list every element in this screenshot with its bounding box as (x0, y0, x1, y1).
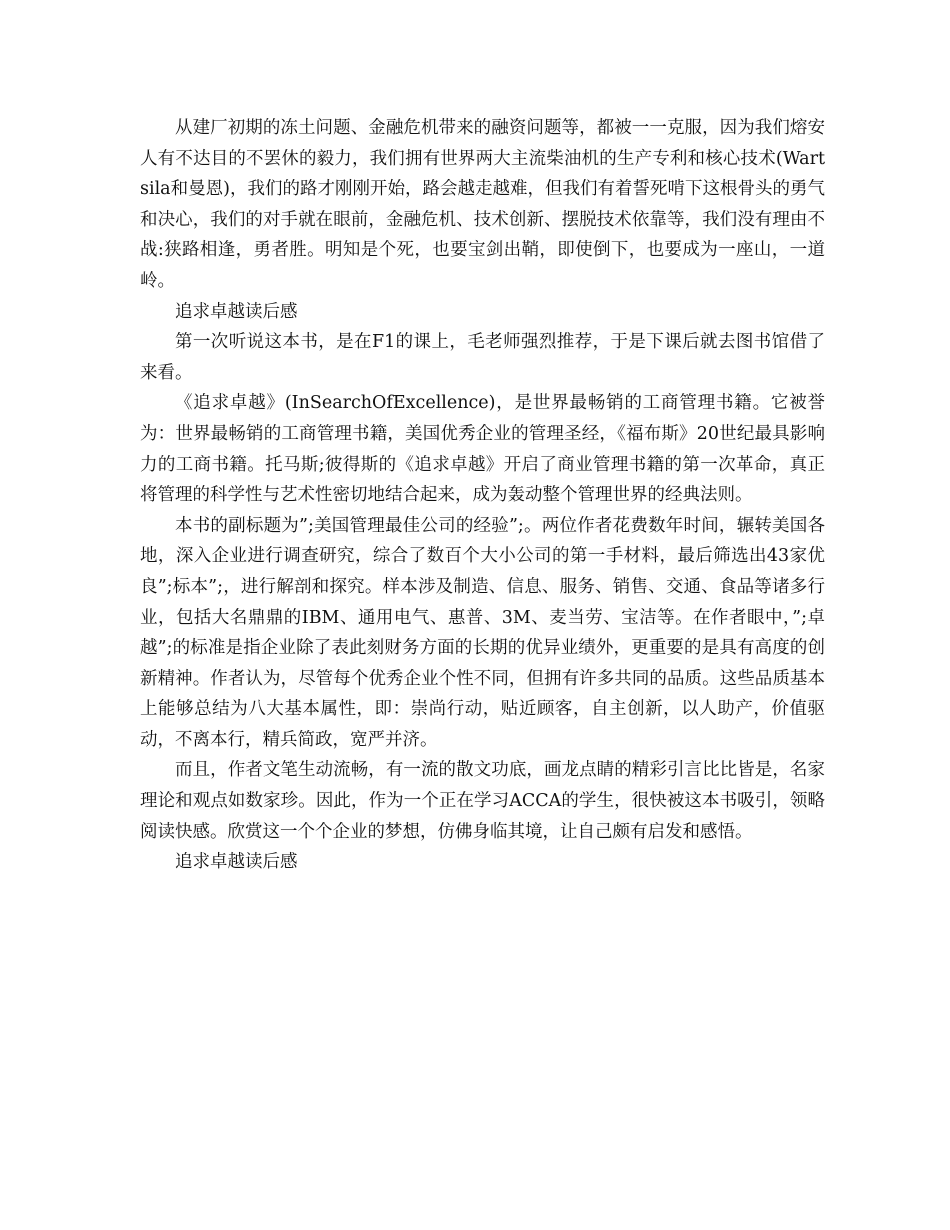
section-heading: 追求卓越读后感 (175, 852, 298, 873)
paragraph-first-heard: 第一次听说这本书，是在F1的课上，毛老师强烈推荐，于是下课后就去图书馆借了来看。 (140, 332, 825, 383)
paragraph-subtitle-summary: 本书的副标题为”;美国管理最佳公司的经验”;。两位作者花费数年时间，辗转美国各地，深入企业进行调查研究，综合了数百个大小公司的第一手材料，最后筛选出43家优良”;标本”;，进行解剖和探究。样本涉及制造、信息、服务、销售、交通、食品等诸多行业，包括大名鼎鼎的IBM、通用电气、惠普、3M、麦当劳、宝洁等。在作者眼中，”;卓越”;的标准是指企业除了表此刻财务方面的长期的优异业绩外，更重要的是具有高度的创新精神。作者认为，尽管每个优秀企业个性不同，但拥有许多共同的品质。这些品质基本上能够总结为八大基本属性，即：崇尚行动，贴近顾客，自主创新，以人助产，价值驱动，不离本行，精兵简政，宽严并济。 (140, 515, 825, 750)
paragraph-writing-style: 而且，作者文笔生动流畅，有一流的散文功底，画龙点睛的精彩引言比比皆是，名家理论和观点如数家珍。因此，作为一个正在学习ACCA的学生，很快被这本书吸引，领略阅读快感。欣赏这一个个企业的梦想，仿佛身临其境，让自己颇有启发和感悟。 (140, 760, 825, 842)
paragraph-perseverance: 从建厂初期的冻土问题、金融危机带来的融资问题等，都被一一克服，因为我们熔安人有不达目的不罢休的毅力，我们拥有世界两大主流柴油机的生产专利和核心技术(Wartsila和曼恩)，我们的路才刚刚开始，路会越走越难，但我们有着誓死啃下这根骨头的勇气和决心，我们的对手就在眼前，金融危机、技术创新、摆脱技术依靠等，我们没有理由不战:狭路相逢，勇者胜。明知是个死，也要宝剑出鞘，即使倒下，也要成为一座山，一道岭。 (140, 118, 825, 291)
paragraph-book-intro: 《追求卓越》(InSearchOfExcellence)，是世界最畅销的工商管理书籍。它被誉为：世界最畅销的工商管理书籍，美国优秀企业的管理圣经，《福布斯》20世纪最具影响力的工商书籍。托马斯;彼得斯的《追求卓越》开启了商业管理书籍的第一次革命，真正将管理的科学性与艺术性密切地结合起来，成为轰动整个管理世界的经典法则。 (140, 393, 825, 506)
section-heading: 追求卓越读后感 (175, 301, 298, 322)
document-body (140, 113, 825, 878)
